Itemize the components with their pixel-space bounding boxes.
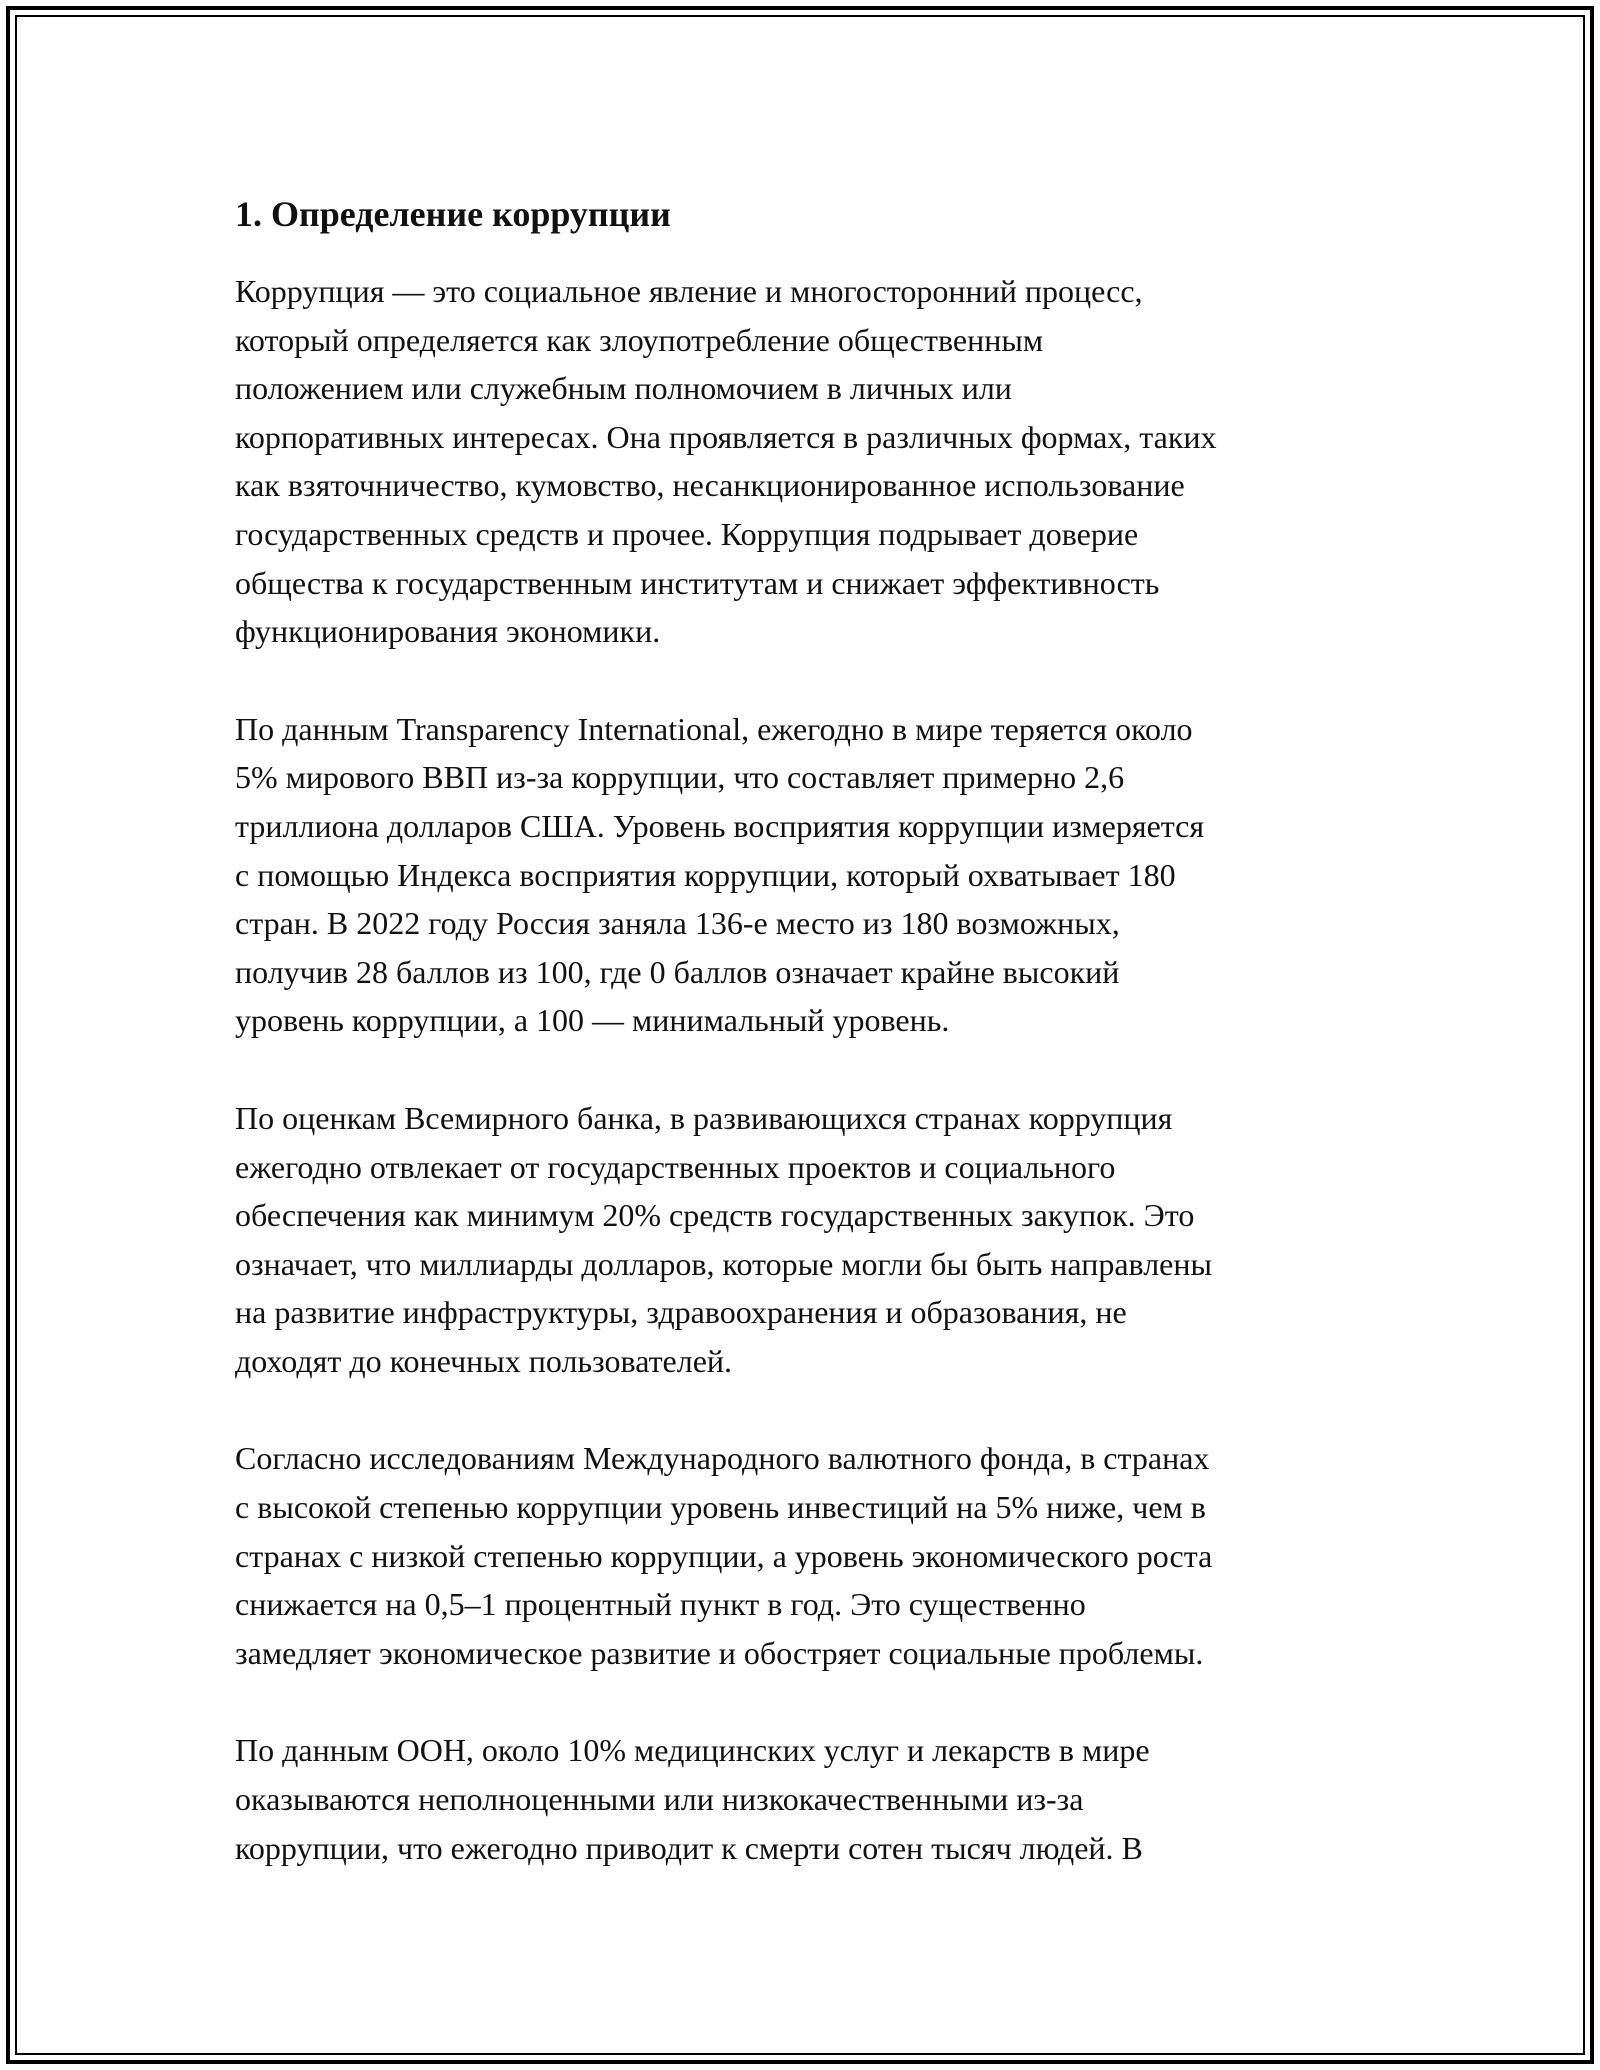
document-body bbox=[235, 183, 1375, 1921]
paragraph-un: По данным ООН, около 10% медицинских услуг и лекарств в мире оказываются неполноценными или низкокачественными из-за коррупции, что ежегодно приводит к смерти сотен тысяч людей. В bbox=[235, 1732, 1150, 1866]
paragraph-world-bank: По оценкам Всемирного банка, в развивающихся странах коррупция ежегодно отвлекает от государственных проектов и социального обеспечения как минимум 20% средств государственных закупок. Это означает, что миллиарды долларов, которые могли бы быть направлены на развитие инфраструктуры, здравоохранения и образования, не доходят до конечных пользователей. bbox=[235, 1099, 1212, 1379]
paragraph-definition: Коррупция — это социальное явление и многосторонний процесс, который определяется как злоупотребление общественным положением или служебным полномочием в личных или корпоративных интересах. Она проявляется в различных формах, таких как взяточничество, кумовство, несанкционированное использование государственных средств и прочее. Коррупция подрывает доверие общества к государственным институтам и снижает эффективность функционирования экономики. bbox=[235, 273, 1217, 650]
paragraph-imf: Согласно исследованиям Международного валютного фонда, в странах с высокой степенью коррупции уровень инвестиций на 5% ниже, чем в странах с низкой степенью коррупции, а уровень экономического роста снижается на 0,5–1 процентный пункт в год. Это существенно замедляет экономическое развитие и обостряет социальные проблемы. bbox=[235, 1440, 1213, 1671]
section-heading: 1. Определение коррупции bbox=[235, 194, 671, 234]
paragraph-transparency-international: По данным Transparency International, ежегодно в мире теряется около 5% мирового ВВП из-за коррупции, что составляет примерно 2,6 триллиона долларов США. Уровень восприятия коррупции измеряется с помощью Индекса восприятия коррупции, который охватывает 180 стран. В 2022 году Россия заняла 136-е место из 180 возможных, получив 28 баллов из 100, где 0 баллов означает крайне высокий уровень коррупции, а 100 — минимальный уровень. bbox=[235, 710, 1205, 1039]
